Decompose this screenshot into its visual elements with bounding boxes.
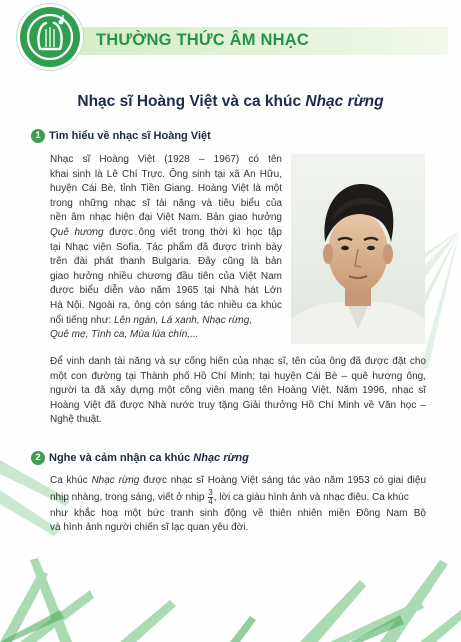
- section-1-title: Tìm hiểu về nhạc sĩ Hoàng Việt: [49, 130, 211, 142]
- section-label: THƯỜNG THỨC ÂM NHẠC: [96, 31, 309, 49]
- text-line: Hà Nội. Ngoài ra, ông còn sáng tác nhiều ca khúc: [50, 299, 282, 311]
- section-2-number: 2: [31, 451, 45, 465]
- text-fragment: , lời ca giàu hình ảnh và nhạc điệu. Ca khúc: [213, 491, 409, 503]
- section-1-heading: [31, 129, 211, 143]
- page-title-song: Nhạc rừng: [305, 93, 384, 110]
- text-line: Nhạc sĩ Hoàng Việt (1928 – 1967) có tên: [50, 154, 282, 165]
- text-line: người ta đã xây dựng một công viên mang tên Hoàng Việt. Năm 1996, nhạc sĩ: [50, 385, 426, 397]
- portrait-image: [291, 154, 425, 344]
- text-fragment: Ca khúc: [50, 475, 92, 486]
- time-signature: [208, 489, 212, 506]
- famous-songs-list: Lên ngàn, Lá xanh, Nhạc rừng,: [113, 314, 253, 326]
- text-line: [50, 226, 282, 241]
- portrait-hoang-viet: [291, 154, 425, 344]
- text-line: tại Nhạc viện Sofia. Tác phẩm đã được trình bày: [50, 241, 282, 253]
- page-title: [0, 93, 461, 111]
- text-line: và hình ảnh người chiến sĩ lạc quan yêu đời.: [50, 522, 249, 534]
- lyre-icon: [20, 7, 80, 67]
- section-1-number: 1: [31, 129, 45, 143]
- text-line: một con đường tại Thành phố Hồ Chí Minh; tại huyện Cái Bè – quê hương ông,: [50, 370, 426, 382]
- text-line: [50, 328, 282, 343]
- text-line: [50, 474, 426, 489]
- famous-songs-list-cont: Quê mẹ, Tình ca, Mùa lúa chín,...: [50, 329, 199, 341]
- time-signature-numerator: 3: [208, 487, 213, 497]
- text-line: trong những nhạc sĩ tài năng và tiêu biểu của: [50, 197, 282, 209]
- text-line: được biểu diễn vào năm 1965 tại Nhà hát Lớn: [50, 285, 282, 297]
- section-2-song: Nhạc rừng: [193, 452, 249, 464]
- text-line: giao hưởng nhiều chương đầu tiên của Việt Nam: [50, 270, 282, 282]
- section-2-heading: [31, 451, 249, 465]
- text-line: [50, 489, 426, 507]
- text-fragment: được nhạc sĩ Hoàng Việt sáng tác vào năm 1953 có giai điệu: [139, 475, 427, 486]
- section-1-paragraph-2: [50, 355, 426, 428]
- text-line: khai sinh là Lê Chí Trực. Ông sinh tại xã An Hữu,: [50, 168, 282, 180]
- section-2-title: [49, 452, 249, 464]
- text-fragment: được ông viết trong thời kì học tập: [103, 226, 282, 238]
- text-line: nền âm nhạc hiện đại Việt Nam. Bản giao hưởng: [50, 212, 282, 224]
- section-1-paragraph-1: [50, 153, 282, 343]
- text-fragment: Nghe và cảm nhận ca khúc: [49, 452, 194, 464]
- text-line: như khắc hoạ một bức tranh sinh động về thiên nhiên miền Đông Nam Bộ: [50, 507, 426, 519]
- song-title: Nhạc rừng: [91, 475, 140, 486]
- section-2-paragraph: [50, 474, 426, 536]
- music-knowledge-logo: [20, 7, 80, 67]
- text-fragment: nhịp nhàng, trong sáng, viết ở nhịp: [50, 491, 208, 503]
- time-signature-denominator: 4: [208, 496, 213, 506]
- page-title-prefix: Nhạc sĩ Hoàng Việt và ca khúc: [77, 93, 306, 110]
- text-line: trên đài phát thanh Bulgaria. Đây cũng là bản: [50, 256, 282, 268]
- text-line: Nghệ thuật.: [50, 414, 102, 426]
- symphony-title: Quê hương: [50, 226, 104, 238]
- text-line: Để vinh danh tài năng và sự cống hiến của nhạc sĩ, tên của ông đã được đặt cho: [50, 356, 426, 367]
- text-fragment: nổi tiếng như:: [50, 314, 114, 326]
- text-line: huyện Cái Bè, tỉnh Tiền Giang. Hoàng Việt là một: [50, 183, 282, 195]
- text-line: Hoàng Việt đã được Nhà nước truy tặng Giải thưởng Hồ Chí Minh về Văn học –: [50, 399, 426, 411]
- text-line: [50, 314, 282, 329]
